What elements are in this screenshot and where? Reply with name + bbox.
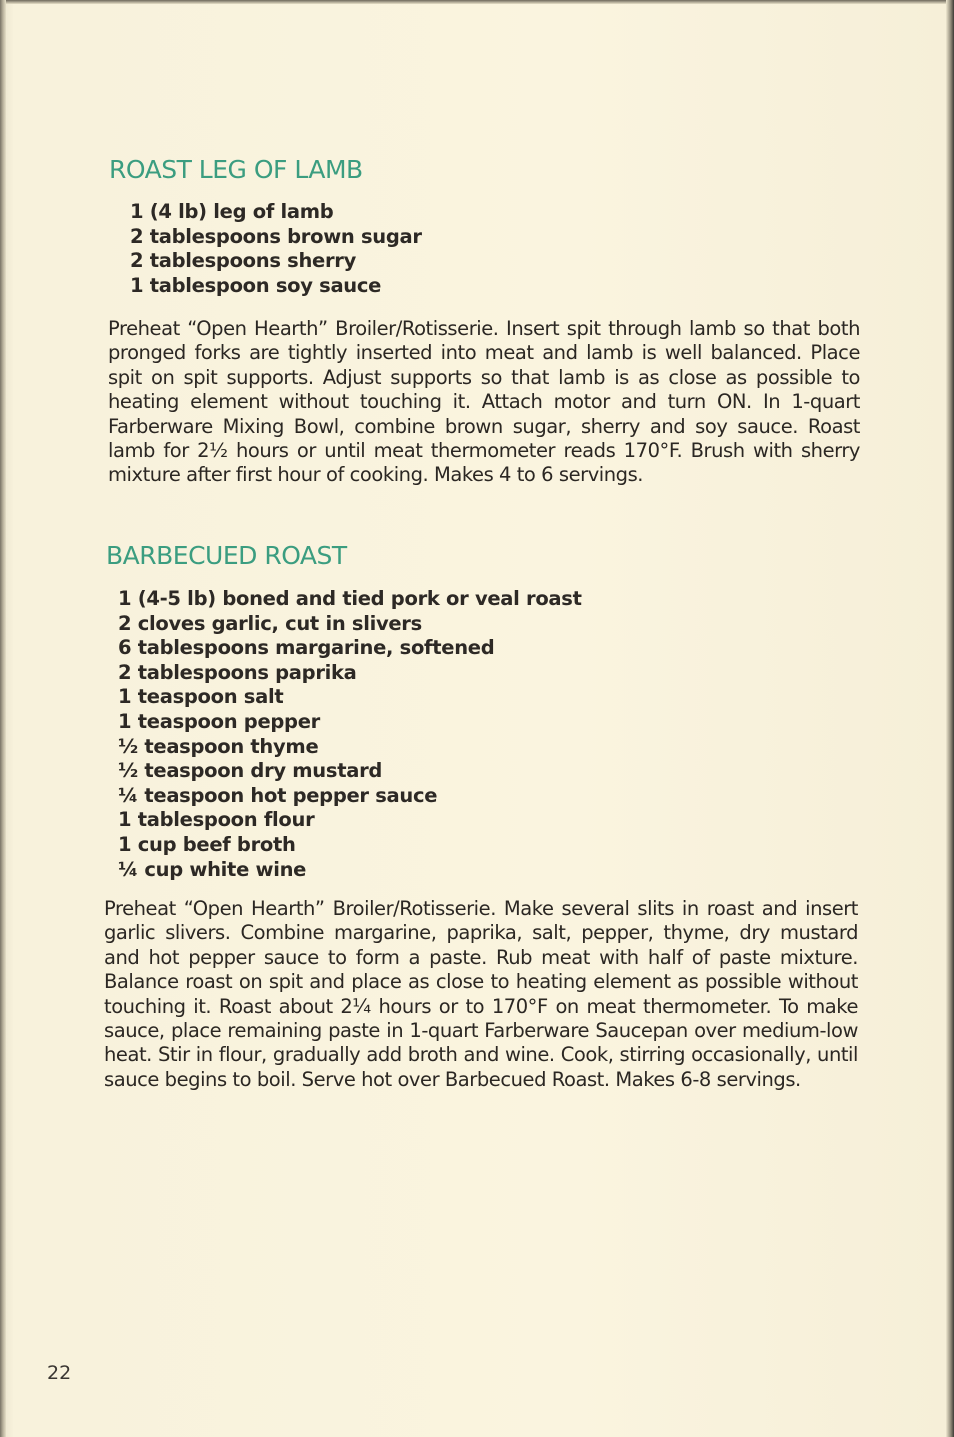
page-top-edge xyxy=(0,0,954,4)
ingredient-item: 1 teaspoon pepper xyxy=(118,709,320,733)
ingredient-item: 2 cloves garlic, cut in slivers xyxy=(118,611,422,635)
recipe-title: ROAST LEG OF LAMB xyxy=(109,155,363,184)
ingredient-item: 6 tablespoons margarine, softened xyxy=(118,636,495,660)
ingredient-item: 1 (4 lb) leg of lamb xyxy=(130,200,334,223)
recipe-title: BARBECUED ROAST xyxy=(106,541,347,570)
ingredient-item: ½ teaspoon thyme xyxy=(118,734,319,758)
page-left-edge xyxy=(0,0,6,1437)
page-number: 22 xyxy=(47,1362,72,1384)
ingredient-item: 2 tablespoons paprika xyxy=(118,660,357,684)
recipe-instructions: Preheat “Open Hearth” Broiler/Rotisserie. Make several slits in roast and insert garlic slivers. Combine margarine, paprika, salt, pepper, thyme, dry mustard and hot pepper sauce to form a paste. Rub meat with half of paste mixture. Balance roast on spit and place as close to heating element as possible without touching it. Roast about 2¼ hours or to 170°F on meat thermometer. To make sauce, place remaining paste in 1-quart Farberware Saucepan over medium-low heat. Stir in flour, gradually add broth and wine. Cook, stirring occasionally, until sauce begins to boil. Serve hot over Barbecued Roast. Makes 6-8 servings. xyxy=(104,897,858,1091)
ingredient-item: 1 (4-5 lb) boned and tied pork or veal roast xyxy=(118,587,582,610)
ingredient-item: 1 tablespoon flour xyxy=(118,808,315,832)
ingredient-item: ¼ cup white wine xyxy=(118,857,307,881)
page-right-edge xyxy=(946,0,954,1437)
ingredient-item: ¼ teaspoon hot pepper sauce xyxy=(118,783,438,807)
recipe-instructions: Preheat “Open Hearth” Broiler/Rotisserie. Insert spit through lamb so that both pronged forks are tightly inserted into meat and lamb is well balanced. Place spit on spit supports. Adjust supports so that lamb is as close as possible to heating element without touching it. Attach motor and turn ON. In 1-quart Farberware Mixing Bowl, combine brown sugar, sherry and soy sauce. Roast lamb for 2½ hours or until meat thermometer reads 170°F. Brush with sherry mixture after first hour of cooking. Makes 4 to 6 servings. xyxy=(108,317,860,487)
ingredient-item: 1 tablespoon soy sauce xyxy=(130,273,382,297)
ingredient-list xyxy=(130,200,422,298)
ingredient-item: ½ teaspoon dry mustard xyxy=(118,759,383,783)
ingredient-item: 1 cup beef broth xyxy=(118,832,296,856)
ingredient-item: 1 teaspoon salt xyxy=(118,685,284,709)
ingredient-item: 2 tablespoons brown sugar xyxy=(130,224,422,248)
ingredient-item: 2 tablespoons sherry xyxy=(130,249,357,273)
ingredient-list xyxy=(118,587,582,882)
